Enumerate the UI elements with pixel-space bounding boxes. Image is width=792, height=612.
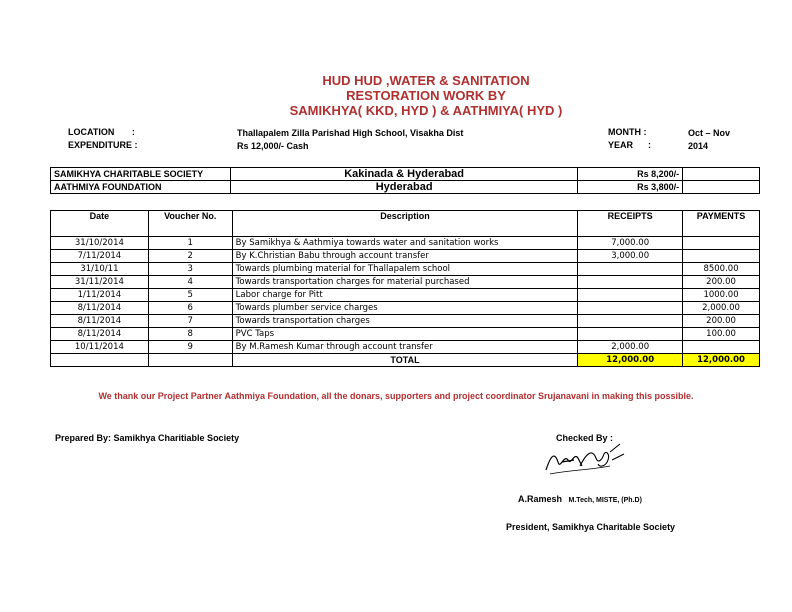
year-value: 2014 [688, 141, 709, 151]
ledger-description-cell: By M.Ramesh Kumar through account transfer [232, 341, 578, 354]
signer-quals: M.Tech, MISTE, (Ph.D) [568, 497, 642, 504]
ledger-date-cell: 7/11/2014 [51, 250, 149, 263]
table-row [51, 289, 760, 302]
ledger-voucher-cell: 7 [148, 315, 232, 328]
ledger-payments-cell: 200.00 [683, 315, 760, 328]
ledger-table [50, 210, 760, 367]
society-name: AATHMIYA FOUNDATION [51, 181, 231, 194]
ledger-payments-cell: 200.00 [683, 276, 760, 289]
expenditure-value: Rs 12,000/- Cash [237, 141, 309, 151]
receipts-header: RECEIPTS [578, 211, 683, 237]
signature-image [540, 440, 630, 480]
ledger-voucher-cell: 5 [148, 289, 232, 302]
ledger-receipts-cell [578, 302, 683, 315]
ledger-payments-cell: 100.00 [683, 328, 760, 341]
payments-header: PAYMENTS [683, 211, 760, 237]
table-row [51, 276, 760, 289]
expenditure-label: EXPENDITURE : [68, 140, 138, 150]
ledger-description-cell: By K.Christian Babu through account transfer [232, 250, 578, 263]
table-row [51, 237, 760, 250]
ledger-date-cell: 31/10/11 [51, 263, 149, 276]
ledger-receipts-cell [578, 289, 683, 302]
ledger-voucher-cell: 8 [148, 328, 232, 341]
thanks-note: We thank our Project Partner Aathmiya Foundation, all the donars, supporters and project coordinator Srujanavani in making this possible. [98, 391, 694, 401]
society-empty-cell [683, 168, 760, 181]
signer-title: President, Samikhya Charitable Society [506, 522, 676, 532]
ledger-date-cell: 1/11/2014 [51, 289, 149, 302]
title-line-1: HUD HUD ,WATER & SANITATION [322, 73, 530, 88]
society-table [50, 167, 760, 194]
ledger-description-cell: Towards transportation charges for material purchased [232, 276, 578, 289]
table-row [51, 341, 760, 354]
ledger-payments-cell: 1000.00 [683, 289, 760, 302]
voucher-header: Voucher No. [148, 211, 232, 237]
ledger-date-cell: 8/11/2014 [51, 315, 149, 328]
ledger-receipts-cell: 7,000.00 [578, 237, 683, 250]
total-payments: 12,000.00 [683, 354, 760, 367]
signer-block [518, 494, 642, 504]
checked-by: Checked By : [556, 433, 614, 443]
ledger-date-cell: 10/11/2014 [51, 341, 149, 354]
ledger-date-cell: 31/11/2014 [51, 276, 149, 289]
society-place: Kakinada & Hyderabad [230, 168, 577, 181]
ledger-payments-cell: 8500.00 [683, 263, 760, 276]
society-place: Hyderabad [230, 181, 577, 194]
ledger-payments-cell [683, 237, 760, 250]
description-header: Description [232, 211, 578, 237]
title-line-2: RESTORATION WORK BY [346, 88, 506, 103]
ledger-receipts-cell [578, 276, 683, 289]
ledger-date-cell: 8/11/2014 [51, 328, 149, 341]
ledger-description-cell: Towards plumbing material for Thallapalem school [232, 263, 578, 276]
table-row [51, 315, 760, 328]
signer-name: A.Ramesh [518, 494, 563, 504]
ledger-voucher-cell: 9 [148, 341, 232, 354]
ledger-receipts-cell [578, 328, 683, 341]
total-row [51, 354, 760, 367]
ledger-receipts-cell [578, 263, 683, 276]
table-row [51, 302, 760, 315]
ledger-description-cell: By Samikhya & Aathmiya towards water and sanitation works [232, 237, 578, 250]
ledger-description-cell: PVC Taps [232, 328, 578, 341]
ledger-payments-cell [683, 341, 760, 354]
ledger-voucher-cell: 4 [148, 276, 232, 289]
table-row [51, 328, 760, 341]
ledger-description-cell: Labor charge for Pitt [232, 289, 578, 302]
ledger-voucher-cell: 3 [148, 263, 232, 276]
table-row [51, 263, 760, 276]
ledger-voucher-cell: 1 [148, 237, 232, 250]
society-amount: Rs 8,200/- [578, 168, 683, 181]
ledger-date-cell: 31/10/2014 [51, 237, 149, 250]
ledger-voucher-cell: 2 [148, 250, 232, 263]
title-line-3: SAMIKHYA( KKD, HYD ) & AATHMIYA( HYD ) [289, 103, 563, 118]
prepared-by: Prepared By: Samikhya Charitiable Society [55, 433, 240, 443]
table-row [51, 181, 760, 194]
date-header: Date [51, 211, 149, 237]
ledger-payments-cell [683, 250, 760, 263]
ledger-receipts-cell [578, 315, 683, 328]
table-row [51, 250, 760, 263]
ledger-receipts-cell: 2,000.00 [578, 341, 683, 354]
ledger-description-cell: Towards plumber service charges [232, 302, 578, 315]
month-label: MONTH : [608, 127, 647, 137]
total-receipts: 12,000.00 [578, 354, 683, 367]
society-name: SAMIKHYA CHARITABLE SOCIETY [51, 168, 231, 181]
society-empty-cell [683, 181, 760, 194]
table-row [51, 168, 760, 181]
society-amount: Rs 3,800/- [578, 181, 683, 194]
ledger-payments-cell: 2,000.00 [683, 302, 760, 315]
ledger-header-row [51, 211, 760, 237]
location-value: Thallapalem Zilla Parishad High School, Visakha Dist [237, 128, 464, 138]
total-label: TOTAL [232, 354, 578, 367]
ledger-date-cell: 8/11/2014 [51, 302, 149, 315]
ledger-description-cell: Towards transportation charges [232, 315, 578, 328]
year-label: YEAR : [608, 140, 652, 150]
ledger-receipts-cell: 3,000.00 [578, 250, 683, 263]
ledger-voucher-cell: 6 [148, 302, 232, 315]
month-value: Oct – Nov [688, 128, 731, 138]
location-label: LOCATION : [68, 127, 135, 137]
